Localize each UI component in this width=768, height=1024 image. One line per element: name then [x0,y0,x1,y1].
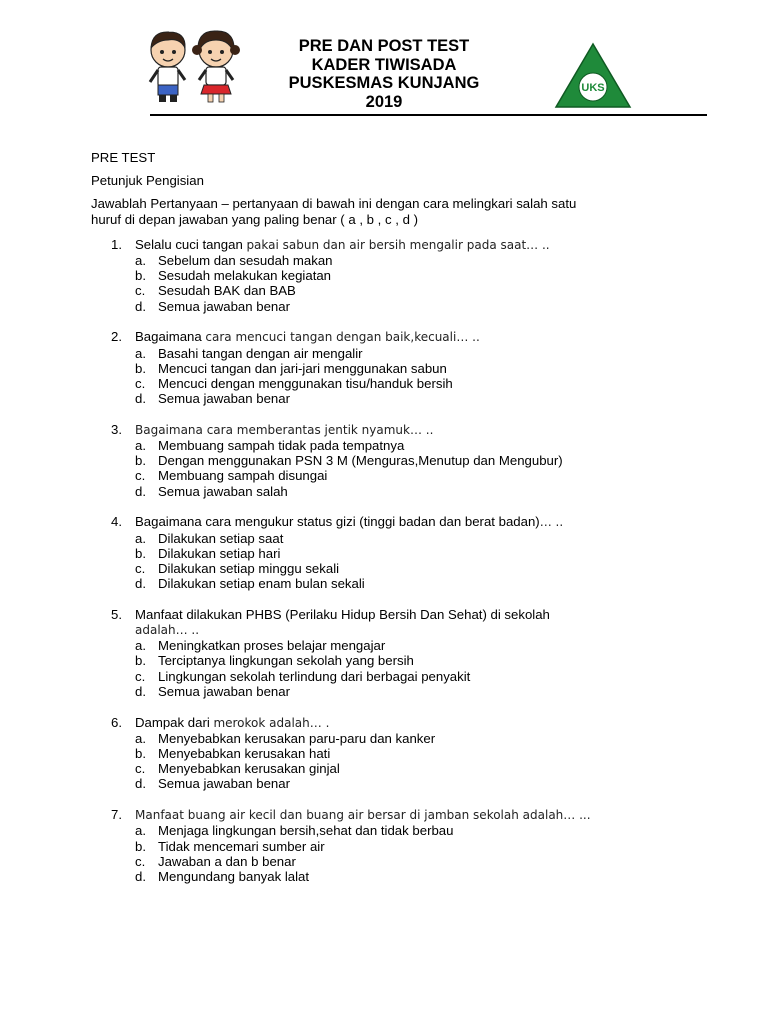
question-text-main: Selalu cuci tangan [135,236,247,252]
uks-logo-text: UKS [581,82,605,94]
option-text: Sesudah BAK dan BAB [158,283,296,299]
option-letter: c. [135,283,146,299]
option-letter: d. [135,776,146,792]
option-text: Dilakukan setiap enam bulan sekali [158,576,365,592]
question-text [91,237,661,253]
answer-option[interactable] [91,731,661,746]
option-text: Dilakukan setiap minggu sekali [158,560,340,576]
option-text: Terciptanya lingkungan sekolah yang bersih [158,653,414,669]
option-letter: b. [135,545,146,561]
option-letter: a. [135,823,146,839]
question-list [91,237,661,884]
answer-option[interactable] [91,854,661,869]
option-letter: c. [135,468,146,484]
option-text: Dilakukan setiap saat [158,530,284,546]
answer-option[interactable] [91,869,661,884]
answer-option[interactable] [91,361,661,376]
option-letter: a. [135,638,146,654]
option-text: Sesudah melakukan kegiatan [158,268,332,284]
answer-option[interactable] [91,376,661,391]
option-letter: c. [135,853,146,869]
answer-option[interactable] [91,684,661,699]
option-text: Meningkatkan proses belajar mengajar [158,638,386,654]
option-letter: d. [135,483,146,499]
title-line-2: KADER TIWISADA [311,55,457,74]
option-text: Membuang sampah tidak pada tempatnya [158,438,405,454]
instruction-line-2: huruf di depan jawaban yang paling benar ( a , b , c , d ) [91,211,418,227]
question-number: 6. [111,714,122,730]
option-text: Dilakukan setiap hari [158,545,281,561]
option-text: Semua jawaban benar [158,298,290,314]
question-text-main: Manfaat dilakukan PHBS (Perilaku Hidup Bersih Dan Sehat) di sekolah [135,606,550,622]
option-letter: c. [135,668,146,684]
option-text: Lingkungan sekolah terlindung dari berbagai penyakit [158,668,471,684]
question-number: 1. [111,236,122,252]
option-letter: d. [135,298,146,314]
question-text-tail: adalah… .. [135,623,200,638]
section-title: PRE TEST [91,150,156,165]
option-letter: d. [135,683,146,699]
answer-option[interactable] [91,669,661,684]
question-text-tail: … .. [539,515,564,530]
option-letter: a. [135,530,146,546]
question-3 [91,422,661,499]
document-header [0,26,768,116]
answer-option[interactable] [91,653,661,668]
answer-option[interactable] [91,746,661,761]
option-letter: d. [135,576,146,592]
answer-option[interactable] [91,268,661,283]
question-5 [91,607,661,699]
answer-option[interactable] [91,283,661,298]
option-letter: b. [135,268,146,284]
answer-option[interactable] [91,299,661,314]
option-text: Menyebabkan kerusakan hati [158,746,331,761]
option-letter: c. [135,761,146,777]
question-number: 2. [111,329,122,345]
option-letter: d. [135,868,146,884]
answer-option[interactable] [91,391,661,406]
question-number: 7. [111,807,122,823]
question-text-main: Bagaimana cara mengukur status gizi (tinggi badan dan berat badan) [135,514,540,530]
answer-option[interactable] [91,839,661,854]
title-line-1: PRE DAN POST TEST [298,37,470,55]
option-letter: b. [135,746,146,761]
answer-option[interactable] [91,484,661,499]
question-text [91,329,661,345]
option-letter: b. [135,653,146,669]
option-text: Menyebabkan kerusakan paru-paru dan kanker [158,730,436,746]
question-text [91,422,661,438]
option-text: Dengan menggunakan PSN 3 M (Menguras,Menutup dan Mengubur) [158,453,563,469]
option-text: Semua jawaban benar [158,683,290,699]
answer-option[interactable] [91,453,661,468]
answer-option[interactable] [91,823,661,838]
question-text [91,807,661,823]
option-letter: d. [135,391,146,407]
option-text: Tidak mencemari sumber air [158,838,325,854]
title-line-3: PUSKESMAS KUNJANG [288,74,480,92]
option-text: Semua jawaban benar [158,391,290,407]
question-text-tail: pakai sabun dan air bersih mengalir pada saat… .. [246,237,550,252]
option-text: Menjaga lingkungan bersih,sehat dan tidak berbau [158,823,454,839]
question-text-tail: cara mencuci tangan dengan baik,kecuali… .. [205,330,480,345]
option-letter: c. [135,560,146,576]
document-title [250,37,518,111]
question-7 [91,807,661,884]
question-text-tail: Manfaat buang air kecil dan buang air bersar di jamban sekolah adalah… ... [135,808,591,823]
answer-option[interactable] [91,438,661,453]
question-text [91,607,661,638]
option-letter: b. [135,453,146,469]
answer-option[interactable] [91,761,661,776]
option-letter: a. [135,253,146,269]
question-2 [91,329,661,406]
question-text [91,514,661,530]
answer-option[interactable] [91,546,661,561]
question-number: 5. [111,606,122,622]
question-1 [91,237,661,314]
answer-option[interactable] [91,468,661,483]
option-text: Mengundang banyak lalat [158,868,310,884]
option-text: Semua jawaban salah [158,483,288,499]
option-text: Semua jawaban benar [158,776,290,792]
answer-option[interactable] [91,638,661,653]
answer-option[interactable] [91,531,661,546]
instruction-title: Petunjuk Pengisian [91,173,204,189]
uks-logo [554,41,632,111]
option-letter: c. [135,375,146,391]
question-number: 3. [111,421,122,437]
instruction-line-1: Jawablah Pertanyaan – pertanyaan di bawah ini dengan cara melingkari salah satu [91,196,577,212]
option-letter: a. [135,438,146,454]
question-text [91,715,661,731]
question-4 [91,514,661,591]
answer-option[interactable] [91,776,661,791]
question-text-tail: Bagaimana cara memberantas jentik nyamuk… .. [135,422,434,437]
option-letter: b. [135,360,146,376]
kids-illustration [138,28,248,104]
option-letter: a. [135,730,146,746]
option-text: Menyebabkan kerusakan ginjal [158,761,340,777]
question-6 [91,715,661,792]
question-number: 4. [111,514,122,530]
option-letter: b. [135,838,146,854]
question-text-tail: merokok adalah… . [213,715,330,730]
question-text-main: Dampak dari [135,714,214,730]
header-divider [150,114,707,116]
answer-option[interactable] [91,253,661,268]
option-text: Membuang sampah disungai [158,468,328,484]
option-text: Mencuci tangan dan jari-jari menggunakan sabun [158,360,447,376]
document-body [91,150,661,900]
answer-option[interactable] [91,346,661,361]
answer-option[interactable] [91,561,661,576]
option-text: Basahi tangan dengan air mengalir [158,345,363,361]
option-text: Sebelum dan sesudah makan [158,253,333,269]
title-line-4: 2019 [365,92,403,111]
option-letter: a. [135,345,146,361]
option-text: Jawaban a dan b benar [158,853,296,869]
question-text-main: Bagaimana [135,329,206,345]
answer-option[interactable] [91,576,661,591]
option-text: Mencuci dengan menggunakan tisu/handuk bersih [158,375,453,391]
